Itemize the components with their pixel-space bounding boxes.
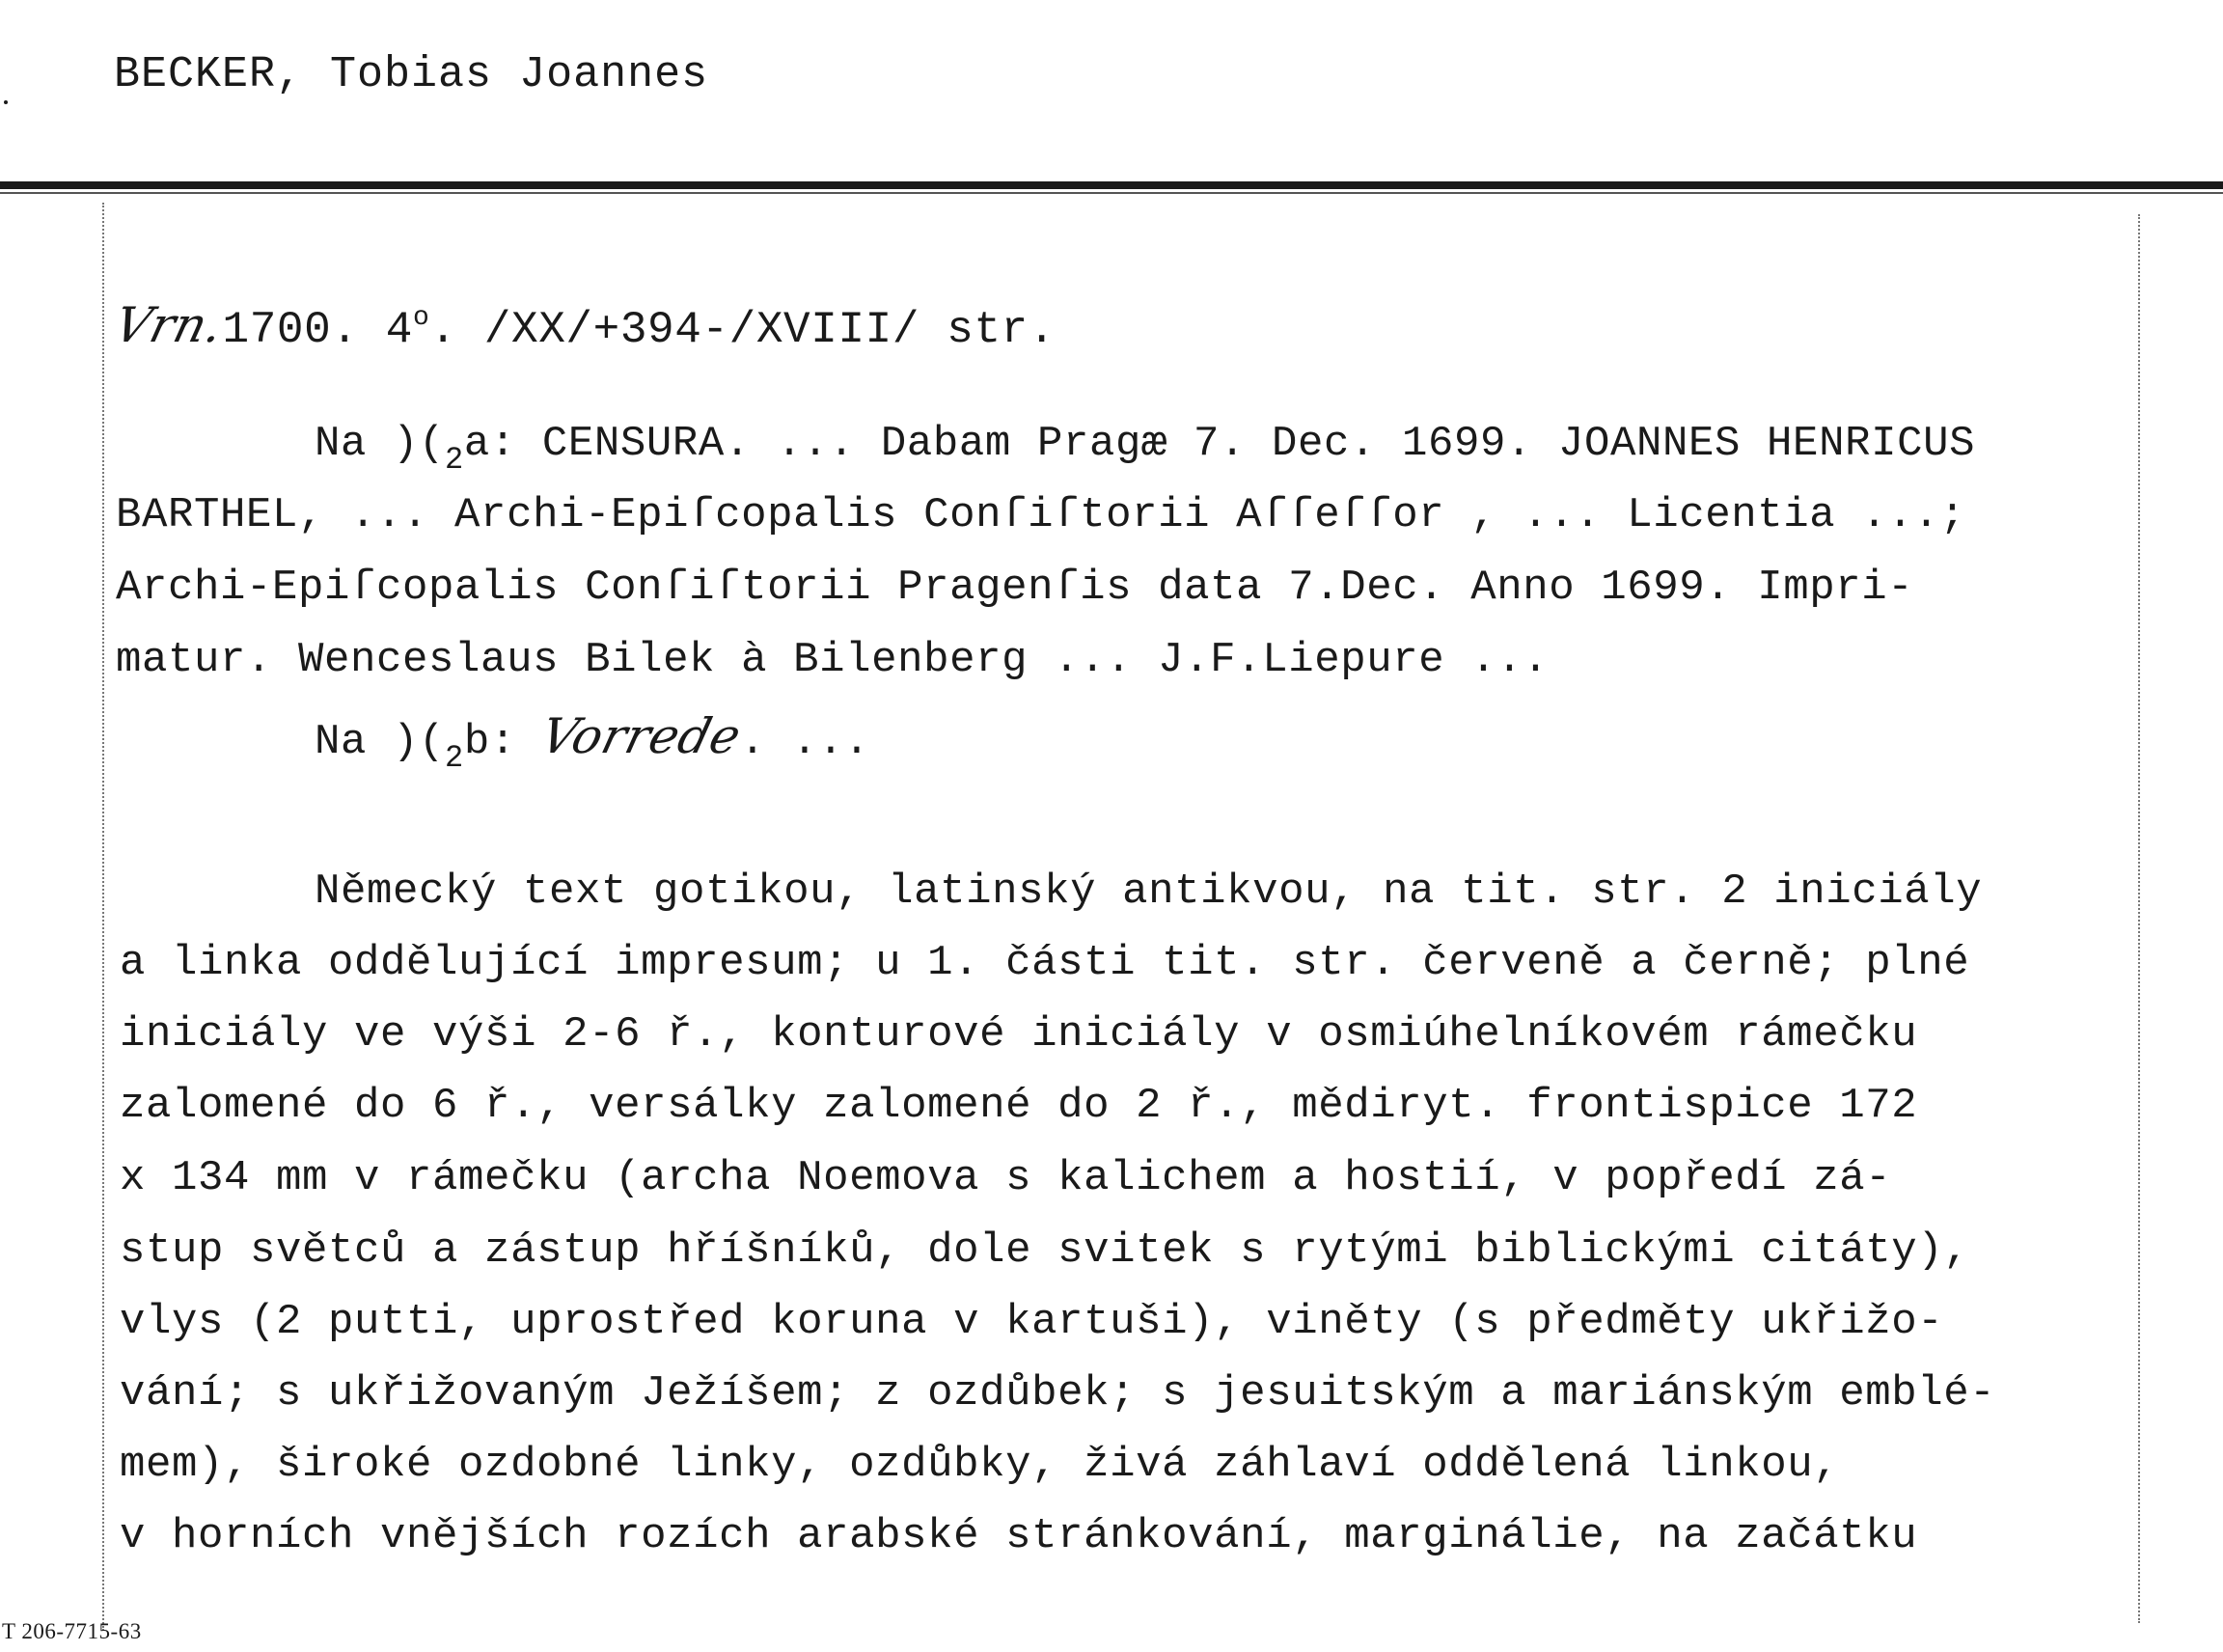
description-line: mem), široké ozdobné linky, ozdůbky, živá záhlaví oddělená linkou, xyxy=(120,1441,1840,1489)
left-margin-line xyxy=(102,203,104,1631)
censura-line-5 xyxy=(315,708,870,776)
imprint-year: 1700. xyxy=(222,305,359,355)
censura-line-2: BARTHEL, ... Archi-Epiſcopalis Conſiſtorii Aſſeſſor , ... Licentia ...; xyxy=(116,491,1966,539)
description-line: v horních vnějších rozích arabské stránkování, marginálie, na začátku xyxy=(120,1512,1918,1560)
censura-prefix-2: Na )( xyxy=(315,718,446,766)
imprint-line xyxy=(108,297,1057,355)
description-line: stup světců a zástup hříšníků, dole svitek s rytými biblickými citáty), xyxy=(120,1226,1970,1275)
description-line: vání; s ukřižovaným Ježíšem; z ozdůbek; s jesuitským a mariánským emblé- xyxy=(120,1369,1996,1418)
heading-rule xyxy=(0,181,2223,189)
description-line: Německý text gotikou, latinský antikvou, na tit. str. 2 iniciály xyxy=(315,867,1983,916)
imprint-format-number: 4 xyxy=(385,305,413,355)
censura-line-4: matur. Wenceslaus Bilek à Bilenberg ... J.F.Liepure ... xyxy=(116,636,1550,684)
imprint-format-rest: . /XX/+394-/XVIII/ str. xyxy=(429,305,1057,355)
right-margin-line xyxy=(2138,214,2140,1623)
censura-text: a: CENSURA. ... Dabam Pragæ 7. Dec. 1699. JOANNES HENRICUS xyxy=(463,420,1976,468)
censura-tail: . ... xyxy=(739,718,870,766)
imprint-place-handwritten: Vrn. xyxy=(108,297,230,353)
description-line: iniciály ve výši 2-6 ř., konturové iniciály v osmiúhelníkovém rámečku xyxy=(120,1010,1918,1059)
description-line: vlys (2 putti, uprostřed koruna v kartuši), viněty (s předměty ukřižo- xyxy=(120,1298,1944,1346)
censura-line-3: Archi-Epiſcopalis Conſiſtorii Pragenſis data 7.Dec. Anno 1699. Impri- xyxy=(116,564,1914,612)
margin-dot xyxy=(4,100,8,104)
censura-subscript: 2 xyxy=(445,442,464,478)
handwritten-vorrede: Vorrede xyxy=(535,708,747,764)
censura-prefix: Na )( xyxy=(315,420,446,468)
description-line: zalomené do 6 ř., versálky zalomené do 2 ř., mědiryt. frontispice 172 xyxy=(120,1082,1918,1130)
print-code: T 206-7715-63 xyxy=(2,1619,142,1643)
description-line: a linka oddělující impresum; u 1. části tit. str. červeně a černě; plné xyxy=(120,939,1970,987)
description-line: x 134 mm v rámečku (archa Noemova s kalichem a hostií, v popředí zá- xyxy=(120,1154,1892,1202)
censura-subscript-2: 2 xyxy=(445,740,464,776)
author-heading: BECKER, Tobias Joannes xyxy=(114,50,709,99)
censura-text-2: b: xyxy=(463,718,516,766)
heading-rule-thin xyxy=(0,192,2223,194)
censura-line-1 xyxy=(315,420,1976,478)
imprint-format-degree: o xyxy=(412,303,430,333)
